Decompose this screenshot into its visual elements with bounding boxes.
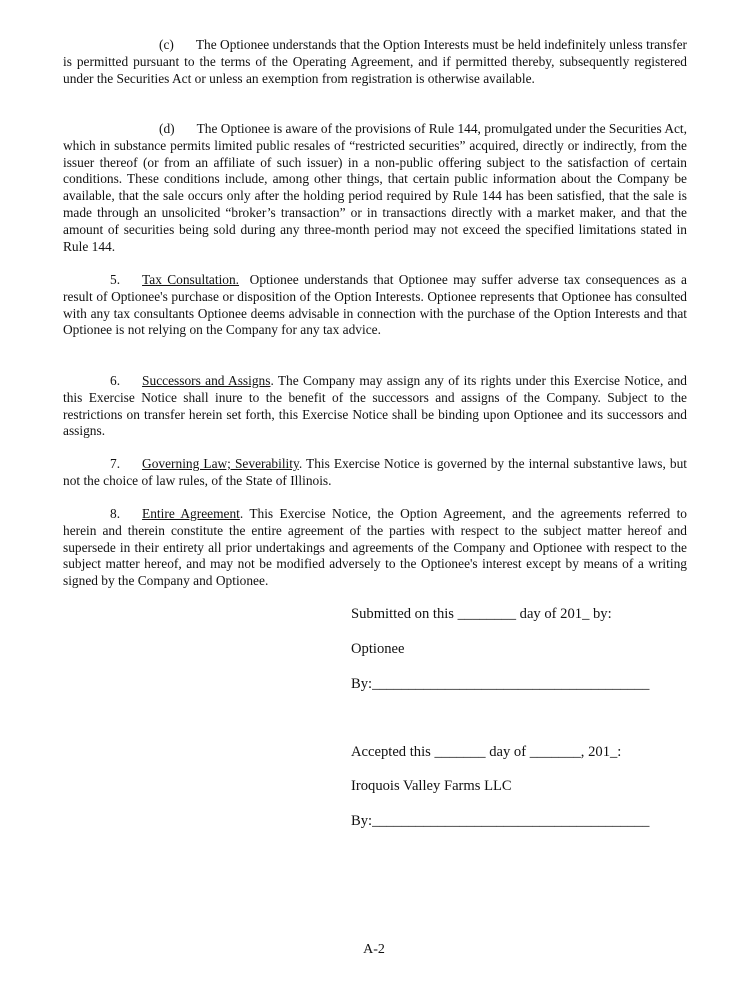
optionee-label: Optionee <box>351 641 405 657</box>
section-5-heading: Tax Consultation. <box>142 272 240 287</box>
page-number: A-2 <box>363 942 385 957</box>
section-8-heading: Entire Agreement <box>142 506 240 521</box>
section-7-number: 7. <box>110 456 121 471</box>
paragraph-c <box>63 37 687 87</box>
section-8-text: . This Exercise Notice, the Option Agreement, and the agreements referred to herein and therein constitute the entire agreement of the parties with respect to the subject matter hereof and supersede in their entirety all prior undertakings and agreements of the Company and Optionee with respect to the subject matter hereof, and may not be modified adversely to the Optionee's interest except by means of a writing signed by the Company and Optionee. <box>63 506 687 589</box>
company-name: Iroquois Valley Farms LLC <box>351 778 512 794</box>
company-signature-line: By:______________________________________ <box>351 813 650 829</box>
optionee-signature-line: By:______________________________________ <box>351 676 650 692</box>
paragraph-c-text: The Optionee understands that the Option Interests must be held indefinitely unless transfer is permitted pursuant to the terms of the Operating Agreement, and if permitted thereby, subsequently registered under the Securities Act or unless an exemption from registration is otherwise available. <box>63 37 687 86</box>
section-7-heading: Governing Law; Severability <box>142 456 299 471</box>
paragraph-d <box>63 121 687 255</box>
paragraph-c-label: (c) <box>159 37 174 52</box>
paragraph-d-label: (d) <box>159 121 175 136</box>
paragraph-d-text: The Optionee is aware of the provisions of Rule 144, promulgated under the Securities Act, which in substance permits limited public resales of “restricted securities” acquired, directly or indirectly, from the issuer thereof (or from an affiliate of such issuer) in a non-public offering subject to the satisfaction of certain conditions. These conditions include, among other things, that certain public information about the Company be available, that the sale occurs only after the holding period required by Rule 144 has been satisfied, that the sale is made through an unsolicited “broker’s transaction” or in transactions directly with a market maker, and that the amount of securities being sold during any three-month period may not exceed the specified limitations stated in Rule 144. <box>63 121 687 254</box>
section-7 <box>63 456 687 490</box>
submitted-line: Submitted on this ________ day of 201_ by: <box>351 606 612 622</box>
section-5 <box>63 272 687 339</box>
accepted-line: Accepted this _______ day of _______, 201_: <box>351 744 622 760</box>
section-8-number: 8. <box>110 506 121 521</box>
section-6-text: . The Company may assign any of its rights under this Exercise Notice, and this Exercise Notice shall inure to the benefit of the successors and assigns of the Company. Subject to the restrictions on transfer herein set forth, this Exercise Notice shall be binding upon Optionee and its successors and assigns. <box>63 373 688 439</box>
section-5-text: Optionee understands that Optionee may suffer adverse tax consequences as a result of Optionee's purchase or disposition of the Option Interests. Optionee represents that Optionee has consulted with any tax consultants Optionee deems advisable in connection with the purchase of the Option Interests and that Optionee is not relying on the Company for any tax advice. <box>63 272 687 338</box>
section-5-number: 5. <box>110 272 121 287</box>
section-8 <box>63 506 687 590</box>
section-6-number: 6. <box>110 373 121 388</box>
section-7-text: . This Exercise Notice is governed by the internal substantive laws, but not the choice of law rules, of the State of Illinois. <box>63 456 688 488</box>
section-6 <box>63 373 687 440</box>
section-6-heading: Successors and Assigns <box>142 373 271 388</box>
